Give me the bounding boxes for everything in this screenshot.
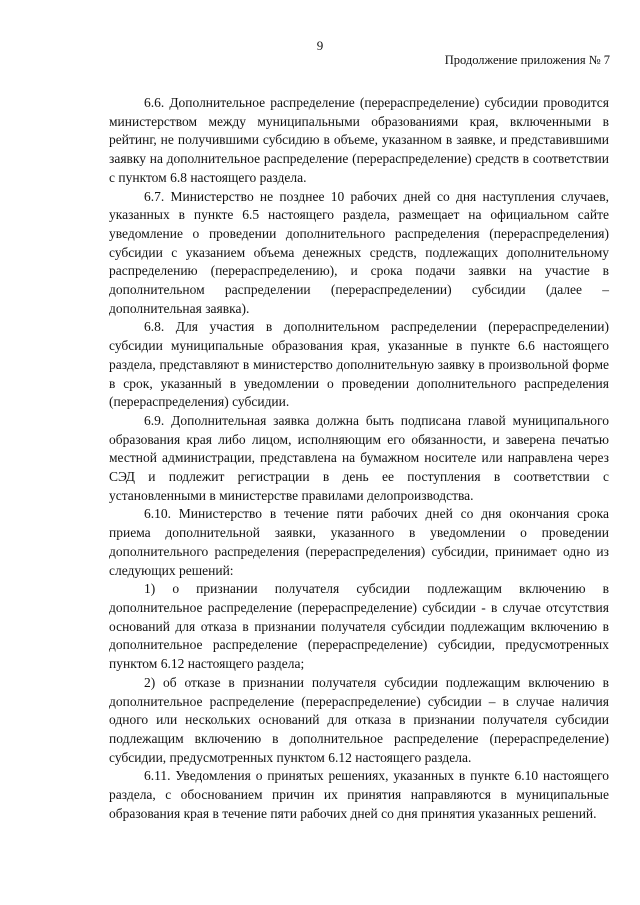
paragraph-6-8: 6.8. Для участия в дополнительном распределении (перераспределении) субсидии муниципальные образования края, указанные в пункте 6.6 настоящего раздела, представляют в министерство дополнительную заявку в произвольной форме в срок, указанный в уведомлении о проведении дополнительного распределения (перераспределения) субсидии. (109, 319, 609, 410)
paragraph-6-7: 6.7. Министерство не позднее 10 рабочих дней со дня наступления случаев, указанных в пункте 6.5 настоящего раздела, размещает на официальном сайте уведомление о проведении дополнительного распределения (перераспределения) субсидии с указанием объема денежных средств, подлежащих дополнительному распределению (перераспределению), и срока подачи заявки на участие в дополнительном распределении (перераспределении) субсидии (далее – дополнительная заявка). (109, 188, 609, 316)
paragraph-6-9: 6.9. Дополнительная заявка должна быть подписана главой муниципального образования края либо лицом, исполняющим его обязанности, и заверена печатью местной администрации, представлена на бумажном носителе или направлена через СЭД и подлежит регистрации в день ее поступления в соответствии с установленными в министерстве правилами делопроизводства. (109, 412, 609, 503)
document-body (109, 94, 609, 823)
appendix-note: Продолжение приложения № 7 (444, 53, 610, 67)
paragraph-6-11: 6.11. Уведомления о принятых решениях, указанных в пункте 6.10 настоящего раздела, с обоснованием причин их принятия направляются в муниципальные образования края в течение пяти рабочих дней со дня принятия указанных решений. (109, 768, 609, 821)
page-number: 9 (316, 38, 324, 53)
paragraph-6-10-item-2: 2) об отказе в признании получателя субсидии подлежащим включению в дополнительное распределение (перераспределение) субсидии – в случае наличия одного или нескольких оснований для отказа в признании получателя субсидии подлежащим включению в дополнительное распределение (перераспределение) субсидии, предусмотренных пунктом 6.12 настоящего раздела. (109, 674, 609, 765)
paragraph-6-6: 6.6. Дополнительное распределение (перераспределение) субсидии проводится министерством между муниципальными образованиями края, включенными в рейтинг, не получившими субсидию в объеме, указанном в заявке, и представившими заявку на дополнительное распределение (перераспределение) средств в соответствии с пунктом 6.8 настоящего раздела. (109, 95, 609, 185)
paragraph-6-10: 6.10. Министерство в течение пяти рабочих дней со дня окончания срока приема дополнительной заявки, указанного в уведомлении о проведении дополнительного распределения (перераспределения) субсидии, принимает одно из следующих решений: (109, 506, 609, 578)
paragraph-6-10-item-1: 1) о признании получателя субсидии подлежащим включению в дополнительное распределение (перераспределение) субсидии - в случае отсутствия оснований для отказа в признании получателя субсидии подлежащим включению в дополнительное распределение (перераспределение) субсидии, предусмотренных пунктом 6.12 настоящего раздела; (109, 581, 609, 672)
